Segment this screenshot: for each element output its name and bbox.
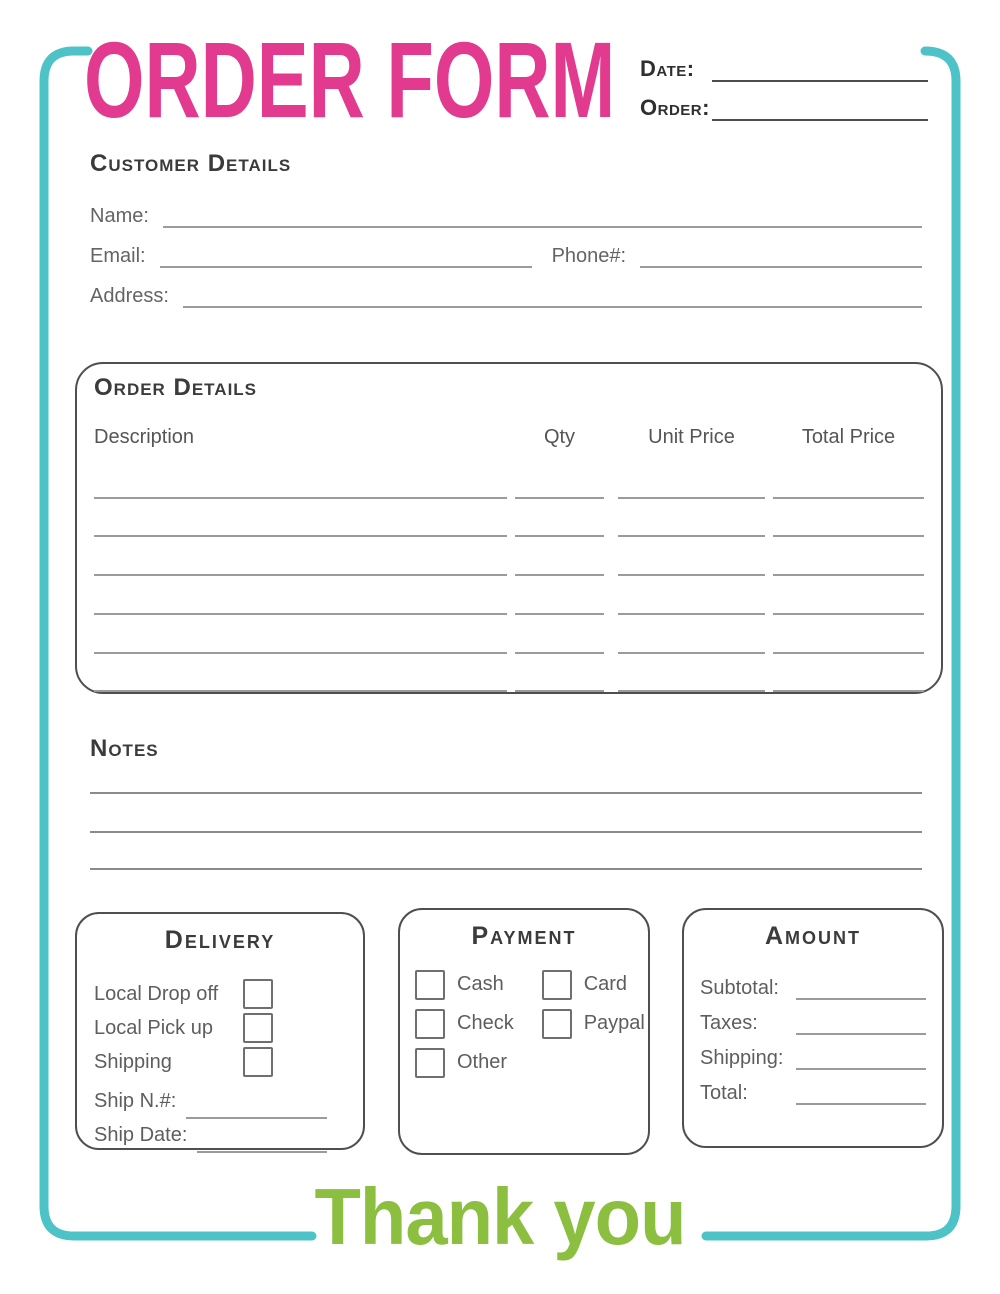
name-row [90,204,922,228]
order-row [640,95,928,121]
date-row [640,56,928,82]
taxes-label: Taxes: [700,1012,758,1034]
thank-you-text: Thank you [314,1172,686,1263]
amount-box [682,908,944,1148]
description-fill-line[interactable] [94,574,507,576]
total-price-fill-line[interactable] [773,690,924,692]
customer-details-heading: Customer Details [90,150,292,177]
subtotal-fill-line[interactable] [796,976,926,1000]
ship-number-fill-line[interactable] [186,1097,327,1119]
column-header-total-price: Total Price [801,426,896,448]
paypal-checkbox[interactable] [542,1009,572,1039]
total-price-fill-line[interactable] [773,613,924,615]
shipping-option-label: Shipping [94,1050,172,1073]
card-label: Card [583,973,628,995]
unit-price-fill-line[interactable] [618,652,765,654]
qty-fill-line[interactable] [515,690,604,692]
shipping-fill-line[interactable] [796,1046,926,1070]
payment-option-row [415,1043,514,1082]
email-label: Email: [90,245,146,267]
payment-box [398,908,650,1155]
payment-option-row [542,1004,645,1043]
ship-date-fill-line[interactable] [197,1131,327,1153]
payment-option-row [415,965,514,1004]
order-table-header [94,426,924,449]
delivery-option-row [94,1011,273,1045]
local-drop-off-checkbox[interactable] [243,979,273,1009]
customer-details-section [90,204,922,324]
paypal-label: Paypal [583,1012,645,1034]
card-checkbox[interactable] [542,970,572,1000]
order-number-label: Order: [640,95,710,120]
delivery-option-row [94,1045,273,1079]
delivery-box [75,912,365,1150]
order-details-heading: Order Details [94,374,258,401]
unit-price-fill-line[interactable] [618,535,765,537]
other-label: Other [457,1051,508,1073]
page-title: ORDER FORM [84,19,616,140]
ship-date-label: Ship Date: [94,1124,188,1146]
local-pick-up-checkbox[interactable] [243,1013,273,1043]
notes-fill-line[interactable] [90,868,922,870]
check-label: Check [457,1012,514,1034]
total-price-fill-line[interactable] [773,497,924,499]
taxes-row [700,1000,926,1035]
notes-heading: Notes [90,735,159,762]
address-row [90,284,922,308]
unit-price-fill-line[interactable] [618,497,765,499]
local-drop-off-label: Local Drop off [94,982,219,1005]
total-fill-line[interactable] [796,1081,926,1105]
name-fill-line[interactable] [163,204,922,228]
qty-fill-line[interactable] [515,497,604,499]
email-fill-line[interactable] [160,244,532,268]
unit-price-fill-line[interactable] [618,690,765,692]
name-label: Name: [90,205,149,227]
amount-heading: Amount [764,922,862,950]
qty-fill-line[interactable] [515,652,604,654]
date-fill-line[interactable] [712,58,928,82]
unit-price-fill-line[interactable] [618,574,765,576]
shipping-cost-label: Shipping: [700,1047,784,1069]
delivery-heading: Delivery [164,926,276,954]
taxes-fill-line[interactable] [796,1011,926,1035]
description-fill-line[interactable] [94,535,507,537]
notes-fill-line[interactable] [90,831,922,833]
other-checkbox[interactable] [415,1048,445,1078]
description-fill-line[interactable] [94,690,507,692]
email-phone-row [90,244,922,268]
total-price-fill-line[interactable] [773,652,924,654]
qty-fill-line[interactable] [515,535,604,537]
cash-label: Cash [457,973,504,995]
check-checkbox[interactable] [415,1009,445,1039]
shipping-row [700,1035,926,1070]
subtotal-row [700,965,926,1000]
total-price-fill-line[interactable] [773,535,924,537]
payment-heading: Payment [471,922,577,950]
column-header-qty: Qty [543,426,576,448]
ship-date-row [77,1117,363,1147]
date-label: Date: [640,56,695,81]
qty-fill-line[interactable] [515,574,604,576]
phone-label: Phone#: [551,245,627,267]
qty-fill-line[interactable] [515,613,604,615]
unit-price-fill-line[interactable] [618,613,765,615]
ship-number-label: Ship N.#: [94,1090,177,1112]
address-fill-line[interactable] [183,284,922,308]
column-header-description: Description [94,426,195,448]
description-fill-line[interactable] [94,652,507,654]
payment-option-row [542,965,645,1004]
order-number-fill-line[interactable] [712,97,928,121]
ship-number-row [77,1083,363,1113]
total-price-fill-line[interactable] [773,574,924,576]
column-header-unit-price: Unit Price [648,426,735,448]
shipping-checkbox[interactable] [243,1047,273,1077]
total-row [700,1070,926,1105]
phone-fill-line[interactable] [640,244,922,268]
payment-option-row [415,1004,514,1043]
order-details-box [75,362,943,694]
date-order-block [640,56,928,134]
delivery-option-row [94,977,273,1011]
total-label: Total: [700,1082,748,1104]
description-fill-line[interactable] [94,497,507,499]
local-pick-up-label: Local Pick up [94,1016,213,1039]
address-label: Address: [90,285,169,307]
notes-fill-line[interactable] [90,792,922,794]
cash-checkbox[interactable] [415,970,445,1000]
description-fill-line[interactable] [94,613,507,615]
subtotal-label: Subtotal: [700,977,779,999]
